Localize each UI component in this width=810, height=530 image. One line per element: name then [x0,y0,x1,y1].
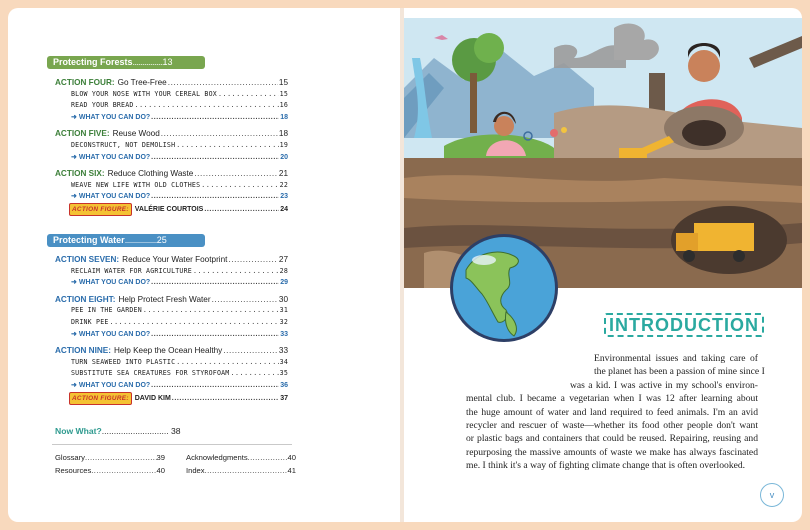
toc-now-what[interactable] [55,426,181,436]
toc-entry-page: 18 [278,129,288,139]
toc-entry-wyd[interactable] [55,329,288,341]
toc-entry-title: RECLAIM WATER FOR AGRICULTURE [71,266,192,275]
toc-entry-title: WHAT YOU CAN DO? [78,193,151,201]
toc-entry-title: TURN SEAWEED INTO PLASTIC [71,357,176,366]
action-keyword: ACTION FIVE: [55,129,110,139]
toc-entry-page: 32 [279,317,288,326]
dot-leader [168,77,278,88]
toc-entry-page: 24 [280,205,288,213]
dot-leader [204,204,279,215]
toc-entry-sub[interactable] [55,140,288,152]
toc-entry-title: WHAT YOU CAN DO? [78,153,151,161]
globe-ice [472,255,496,265]
flower [561,127,567,133]
truck-wheel [683,250,695,262]
glossary-label: Glossary [55,453,85,462]
section-page: 25 [156,235,167,245]
dot-leader [151,191,279,202]
flower [550,129,558,137]
toc-entry-title: WEAVE NEW LIFE WITH OLD CLOTHES [71,180,201,189]
toc-entry-page: 33 [278,346,288,356]
dot-leader [194,168,278,179]
toc-entry-sub[interactable] [55,100,288,112]
toc-entry-page: 23 [280,193,288,201]
toc-entry-wyd[interactable] [55,112,288,124]
arrow-icon: ➜ [71,193,77,201]
tree-canopy-top [474,33,504,63]
action-keyword: ACTION SEVEN: [55,255,120,264]
arrow-icon: ➜ [71,153,77,161]
toc-entry-title: DRINK PEE [71,317,109,326]
dot-leader [201,180,278,191]
toc-index[interactable] [186,466,296,475]
toc-entry-sub[interactable] [55,305,288,317]
intro-line: or plastic bags and containers that could be reused. Repairing, reusing and [466,433,758,445]
arrow-icon: ➜ [71,113,77,121]
toc-entry-action[interactable] [55,254,288,266]
toc-entry-page: 37 [280,394,288,402]
toc-entry-wyd[interactable] [55,191,288,203]
toc-entry-page: 19 [279,140,288,149]
toc-entry-page: 34 [279,357,288,366]
arrow-icon: ➜ [71,381,77,389]
toc-entry-title: WHAT YOU CAN DO? [78,330,151,338]
toc-entry-title: WHAT YOU CAN DO? [78,113,151,121]
acknowledgments-label: Acknowledgments [186,453,248,462]
truck-wheel [733,250,745,262]
action-keyword: ACTION NINE: [55,346,111,356]
action-keyword: ACTION SIX: [55,169,105,179]
section-page: 13 [162,57,173,67]
arrow-icon: ➜ [71,330,77,338]
toc-entry-title: Help Protect Fresh Water [118,294,211,304]
toc-entry-title: SUBSTITUTE SEA CREATURES FOR STYROFOAM [71,369,230,378]
toc-entry-title: WHAT YOU CAN DO? [78,381,151,389]
toc-entry-sub[interactable] [55,89,288,101]
toc-entry-wyd[interactable] [55,152,288,164]
intro-line: recycler and rescuer of waste—whether its food other people don't want [466,420,758,432]
dot-leader [218,89,279,100]
toc-entry-title: Go Tree-Free [117,78,167,87]
intro-paragraph [466,352,765,473]
dot-leader [143,305,279,316]
toc-entry-title: DECONSTRUCT, NOT DEMOLISH [71,140,176,149]
arrow-icon: ➜ [71,279,77,287]
dot-leader [193,266,279,277]
tree-trunk [470,73,477,133]
dot-leader [230,368,278,379]
tunnel-hole [682,120,726,146]
section-leader: ................ [124,235,157,245]
dump-truck-bed [694,223,754,251]
toc-forests [55,77,288,220]
toc-entry-page: 22 [279,180,288,189]
toc-glossary[interactable] [55,453,165,462]
intro-line: the planet has been a passion of mine since I [594,366,765,378]
now-what-leader: ............................ [101,426,169,436]
toc-entry-title: READ YOUR BREAD [71,101,134,110]
toc-entry-title: DAVID KIM [134,394,171,402]
toc-entry-page: 20 [280,153,288,161]
action-figure-badge: ACTION FIGURE: [69,392,132,405]
toc-entry-page: 35 [279,369,288,378]
intro-line: me. I think it's a way of fighting climate change that is often overlooked. [466,460,746,472]
intro-line: was a kid. I was active in my school's environ- [570,379,758,391]
toc-entry-page: 28 [279,266,288,275]
resources-page: 40 [156,466,165,475]
toc-resources[interactable] [55,466,165,475]
now-what-page: 38 [171,426,181,436]
section-leader: ............... [132,57,163,67]
toc-entry-page: 18 [280,113,288,121]
toc-entry-page: 27 [278,255,288,264]
toc-water [55,254,288,408]
intro-heading: INTRODUCTION [604,313,764,337]
dot-leader [228,254,277,265]
dot-leader [176,140,278,151]
index-label: Index [186,466,205,475]
toc-entry-page: 30 [278,294,288,304]
toc-entry-action[interactable] [55,345,288,357]
toc-entry-sub[interactable] [55,357,288,369]
dot-leader [151,112,279,123]
toc-acknowledgments[interactable] [186,453,296,462]
toc-entry-sub[interactable] [55,368,288,380]
action-keyword: ACTION EIGHT: [55,294,116,304]
toc-entry-page: 15 [279,89,288,98]
page-number: v [760,483,784,507]
dot-leader [110,317,279,328]
girl-head [494,116,514,136]
toc-entry-fig[interactable] [55,203,288,215]
toc-entry-sub[interactable] [55,317,288,329]
toc-entry-sub[interactable] [55,266,288,278]
intro-line: the huge amount of water and land required to feed animals. I'm an avid [466,406,758,418]
toc-entry-sub[interactable] [55,180,288,192]
toc-entry-action[interactable] [55,128,288,140]
dot-leader [172,393,279,404]
dot-leader [151,152,279,163]
dump-truck-cab [676,233,698,251]
dot-leader [151,329,279,340]
toc-entry-wyd[interactable] [55,380,288,392]
toc-entry-page: 15 [278,78,288,87]
toc-entry-fig[interactable] [55,392,288,404]
resources-label: Resources [55,466,92,475]
toc-entry-page: 16 [279,101,288,110]
dot-leader [135,100,279,111]
toc-entry-action[interactable] [55,294,288,306]
section-header-water[interactable] [47,234,205,247]
dot-leader [161,128,278,139]
intro-line: mental club. I became a vegetarian when I was 12 after learning about [466,393,758,405]
toc-entry-action[interactable] [55,77,288,89]
acknowledgments-page: 40 [287,453,296,462]
toc-entry-title: Reduce Your Water Footprint [122,255,228,264]
dot-leader [223,345,278,356]
toc-entry-wyd[interactable] [55,277,288,289]
toc-entry-page: 29 [280,279,288,287]
toc-entry-page: 21 [278,169,288,179]
index-page: 41 [287,466,296,475]
toc-entry-title: WHAT YOU CAN DO? [78,279,151,287]
toc-entry-page: 31 [279,306,288,315]
section-title: Protecting Water [53,235,125,245]
intro-line: repurposing the massive amounts of waste we make has always fascinated [466,446,758,458]
section-title: Protecting Forests [53,57,133,67]
section-header-forests[interactable] [47,56,205,69]
action-figure-badge: ACTION FIGURE: [69,203,132,216]
dot-leader [151,277,279,288]
dot-leader [176,357,278,368]
toc-entry-action[interactable] [55,168,288,180]
toc-entry-title: Reduce Clothing Waste [107,169,194,179]
toc-entry-page: 36 [280,381,288,389]
toc-entry-page: 33 [280,330,288,338]
toc-entry-title: VALÉRIE COURTOIS [134,205,204,213]
toc-entry-title: Help Keep the Ocean Healthy [113,346,223,356]
man-head [688,50,720,82]
action-keyword: ACTION FOUR: [55,78,115,87]
glossary-page: 39 [156,453,165,462]
toc-entry-title: BLOW YOUR NOSE WITH YOUR CEREAL BOX [71,89,217,98]
globe-icon [448,232,560,344]
dot-leader [151,380,279,391]
intro-line: Environmental issues and taking care of [594,353,758,364]
toc-entry-title: Reuse Wood [112,129,160,139]
divider [52,444,292,445]
dot-leader [212,294,278,305]
now-what-label: Now What? [55,426,102,436]
toc-entry-title: PEE IN THE GARDEN [71,306,142,315]
